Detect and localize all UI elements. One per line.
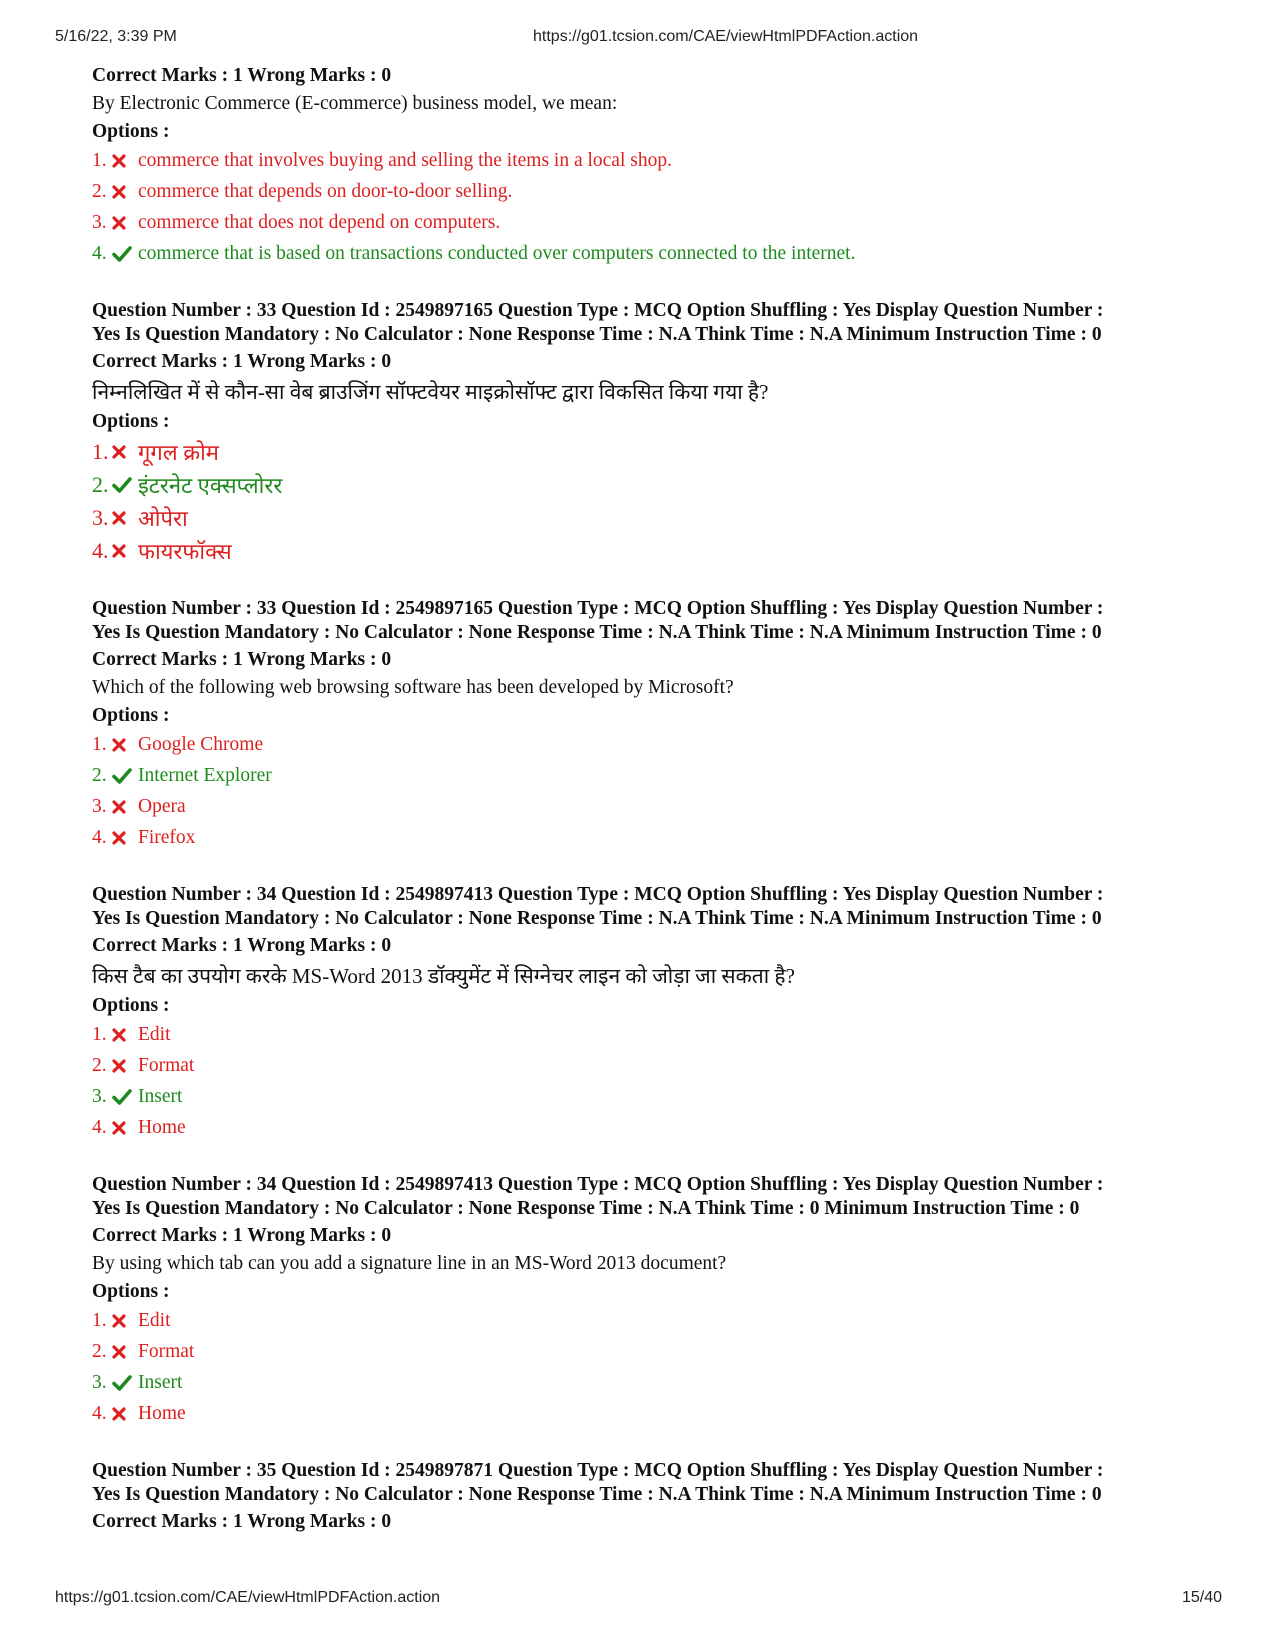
option-text: Edit — [138, 1309, 171, 1331]
option-text: Firefox — [138, 826, 196, 848]
option-text: Edit — [138, 1023, 171, 1045]
option-text: फायरफॉक्स — [138, 538, 232, 564]
option-number: 3. — [92, 211, 107, 233]
option-text: ओपेरा — [138, 505, 188, 531]
cross-icon — [112, 1314, 138, 1328]
question-meta-line-1: Question Number : 34 Question Id : 2549897413 Question Type : MCQ Option Shuffling : Yes Display Question Number : — [92, 1174, 1104, 1195]
option-number: 4. — [92, 537, 109, 563]
option-item — [92, 760, 1242, 791]
option-text: इंटरनेट एक्सप्लोरर — [138, 472, 283, 498]
print-header — [0, 28, 1275, 52]
option-item — [92, 1336, 1242, 1367]
cross-icon — [112, 511, 138, 525]
cross-icon — [112, 544, 138, 558]
option-number: 4. — [92, 826, 107, 848]
option-item — [92, 501, 1242, 534]
question-block-top — [92, 63, 1242, 269]
option-item — [92, 534, 1242, 567]
print-footer — [0, 1589, 1275, 1613]
question-block — [92, 597, 1242, 853]
option-number: 2. — [92, 180, 107, 202]
check-icon — [112, 477, 138, 493]
check-icon — [112, 1089, 138, 1105]
option-number: 3. — [92, 504, 109, 530]
question-meta-line-1: Question Number : 33 Question Id : 2549897165 Question Type : MCQ Option Shuffling : Yes Display Question Number : — [92, 300, 1104, 321]
option-item — [92, 176, 1242, 207]
question-block — [92, 883, 1242, 1143]
page-content — [92, 63, 1242, 1535]
options-label: Options : — [92, 121, 170, 142]
option-number: 1. — [92, 1023, 107, 1045]
options-list — [92, 145, 1242, 269]
options-label: Options : — [92, 995, 170, 1016]
cross-icon — [112, 1028, 138, 1042]
option-number: 1. — [92, 438, 109, 464]
question-text: निम्नलिखित में से कौन-सा वेब ब्राउजिंग सॉफ्टवेयर माइक्रोसॉफ्ट द्वारा विकसित किया गया है? — [92, 380, 769, 404]
option-number: 2. — [92, 764, 107, 786]
cross-icon — [112, 1407, 138, 1421]
option-number: 4. — [92, 242, 107, 264]
question-meta-line-2: Yes Is Question Mandatory : No Calculator : None Response Time : N.A Think Time : N.A Minimum Instruction Time : 0 — [92, 908, 1102, 929]
option-text: Google Chrome — [138, 733, 264, 755]
option-item — [92, 1050, 1242, 1081]
question-text: Which of the following web browsing software has been developed by Microsoft? — [92, 677, 734, 698]
option-item — [92, 468, 1242, 501]
option-text: commerce that does not depend on computers. — [138, 211, 501, 233]
question-block — [92, 299, 1242, 567]
option-item — [92, 791, 1242, 822]
option-number: 3. — [92, 1085, 107, 1107]
cross-icon — [112, 216, 138, 230]
question-meta-line-1: Question Number : 33 Question Id : 2549897165 Question Type : MCQ Option Shuffling : Yes Display Question Number : — [92, 598, 1104, 619]
option-number: 1. — [92, 733, 107, 755]
check-icon — [112, 246, 138, 262]
option-item — [92, 1019, 1242, 1050]
marks-line: Correct Marks : 1 Wrong Marks : 0 — [92, 1511, 392, 1532]
option-item — [92, 729, 1242, 760]
print-header-url: https://g01.tcsion.com/CAE/viewHtmlPDFAction.action — [533, 28, 919, 45]
question-text: By Electronic Commerce (E-commerce) business model, we mean: — [92, 93, 618, 114]
option-number: 4. — [92, 1116, 107, 1138]
option-text: commerce that is based on transactions conducted over computers connected to the internet. — [138, 242, 856, 264]
question-meta-line-2: Yes Is Question Mandatory : No Calculator : None Response Time : N.A Think Time : N.A Minimum Instruction Time : 0 — [92, 324, 1102, 345]
print-datetime: 5/16/22, 3:39 PM — [55, 28, 177, 45]
option-item — [92, 435, 1242, 468]
options-label: Options : — [92, 705, 170, 726]
option-number: 2. — [92, 1340, 107, 1362]
marks-line: Correct Marks : 1 Wrong Marks : 0 — [92, 649, 392, 670]
options-label: Options : — [92, 411, 170, 432]
option-number: 2. — [92, 1054, 107, 1076]
option-item — [92, 207, 1242, 238]
cross-icon — [112, 154, 138, 168]
option-text: गूगल क्रोम — [138, 439, 219, 465]
cross-icon — [112, 1059, 138, 1073]
marks-line: Correct Marks : 1 Wrong Marks : 0 — [92, 1225, 392, 1246]
question-meta-line-2: Yes Is Question Mandatory : No Calculator : None Response Time : N.A Think Time : 0 Minimum Instruction Time : 0 — [92, 1198, 1080, 1219]
option-text: commerce that depends on door-to-door selling. — [138, 180, 513, 202]
option-text: commerce that involves buying and selling the items in a local shop. — [138, 149, 672, 171]
question-text: By using which tab can you add a signature line in an MS-Word 2013 document? — [92, 1253, 727, 1274]
option-number: 2. — [92, 471, 109, 497]
option-number: 3. — [92, 1371, 107, 1393]
cross-icon — [112, 831, 138, 845]
option-item — [92, 238, 1242, 269]
cross-icon — [112, 800, 138, 814]
marks-line: Correct Marks : 1 Wrong Marks : 0 — [92, 935, 392, 956]
option-item — [92, 822, 1242, 853]
option-text: Insert — [138, 1085, 183, 1107]
options-label: Options : — [92, 1281, 170, 1302]
question-meta-line-1: Question Number : 34 Question Id : 2549897413 Question Type : MCQ Option Shuffling : Yes Display Question Number : — [92, 884, 1104, 905]
option-item — [92, 1081, 1242, 1112]
option-text: Format — [138, 1340, 195, 1362]
page-number: 15/40 — [1181, 1589, 1222, 1606]
option-item — [92, 1112, 1242, 1143]
option-number: 4. — [92, 1402, 107, 1424]
options-list — [92, 1019, 1242, 1143]
question-meta-line-2: Yes Is Question Mandatory : No Calculator : None Response Time : N.A Think Time : N.A Minimum Instruction Time : 0 — [92, 1484, 1102, 1505]
option-item — [92, 145, 1242, 176]
cross-icon — [112, 1121, 138, 1135]
option-item — [92, 1398, 1242, 1429]
option-number: 1. — [92, 149, 107, 171]
check-icon — [112, 768, 138, 784]
marks-line: Correct Marks : 1 Wrong Marks : 0 — [92, 65, 392, 86]
option-number: 3. — [92, 795, 107, 817]
option-text: Internet Explorer — [138, 764, 272, 786]
option-item — [92, 1367, 1242, 1398]
check-icon — [112, 1375, 138, 1391]
question-text: किस टैब का उपयोग करके MS-Word 2013 डॉक्युमेंट में सिग्नेचर लाइन को जोड़ा जा सकता है? — [92, 964, 795, 988]
options-list — [92, 435, 1242, 567]
cross-icon — [112, 445, 138, 459]
question-block — [92, 1459, 1242, 1535]
options-list — [92, 729, 1242, 853]
option-text: Format — [138, 1054, 195, 1076]
option-text: Insert — [138, 1371, 183, 1393]
option-text: Home — [138, 1402, 186, 1424]
marks-line: Correct Marks : 1 Wrong Marks : 0 — [92, 351, 392, 372]
cross-icon — [112, 1345, 138, 1359]
question-meta-line-2: Yes Is Question Mandatory : No Calculator : None Response Time : N.A Think Time : N.A Minimum Instruction Time : 0 — [92, 622, 1102, 643]
cross-icon — [112, 185, 138, 199]
question-meta-line-1: Question Number : 35 Question Id : 2549897871 Question Type : MCQ Option Shuffling : Yes Display Question Number : — [92, 1460, 1104, 1481]
print-footer-url: https://g01.tcsion.com/CAE/viewHtmlPDFAction.action — [55, 1589, 441, 1606]
option-text: Home — [138, 1116, 186, 1138]
option-number: 1. — [92, 1309, 107, 1331]
question-block — [92, 1173, 1242, 1429]
options-list — [92, 1305, 1242, 1429]
cross-icon — [112, 738, 138, 752]
option-item — [92, 1305, 1242, 1336]
option-text: Opera — [138, 795, 186, 817]
